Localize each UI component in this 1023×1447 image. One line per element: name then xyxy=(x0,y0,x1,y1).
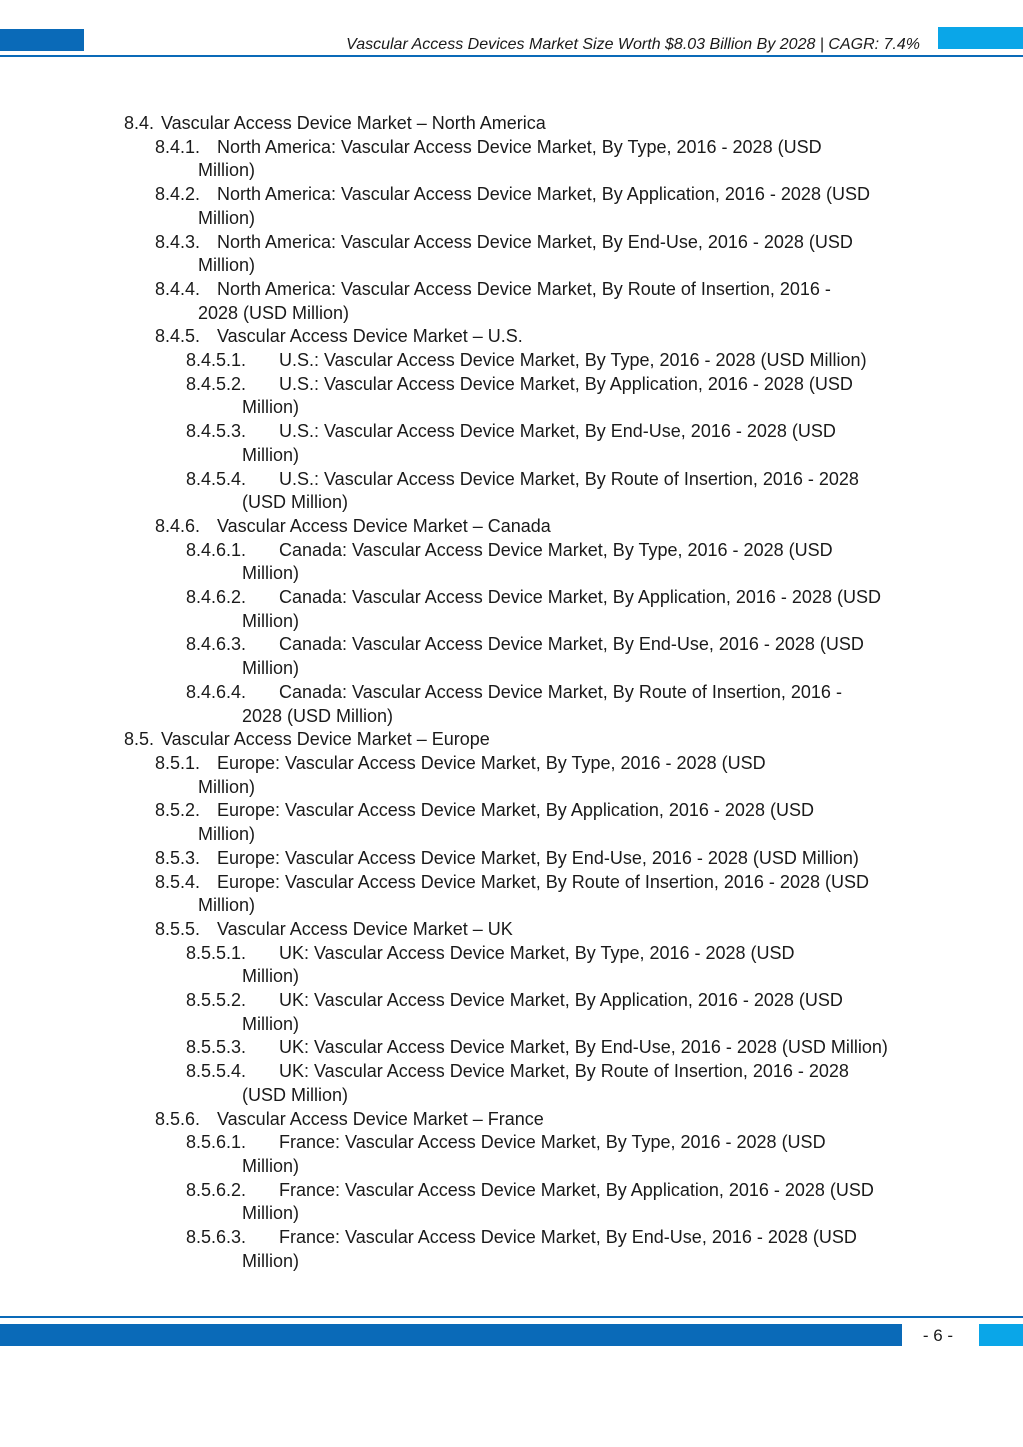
toc-entry-text-continuation: Million) xyxy=(198,160,256,181)
toc-entry-number: 8.5.2. xyxy=(155,800,201,821)
toc-entry-text-block xyxy=(0,633,1023,680)
toc-entry xyxy=(0,183,1023,230)
toc-entry-text-block xyxy=(0,1108,1023,1132)
toc-entry-text: Vascular Access Device Market – Europe xyxy=(161,729,490,750)
toc-entry-number: 8.4.5.2. xyxy=(186,373,247,394)
toc-entry-text-continuation: Million) xyxy=(242,966,300,987)
toc-entry-text: North America: Vascular Access Device Market, By Type, 2016 - 2028 (USD xyxy=(217,136,822,157)
toc-entry-text: Vascular Access Device Market – UK xyxy=(217,918,513,939)
toc-entry xyxy=(0,918,1023,942)
toc-entry-text-continuation: Million) xyxy=(198,895,256,916)
toc-entry xyxy=(0,349,1023,373)
toc-entry-number: 8.4.6.1. xyxy=(186,539,247,560)
toc-entry-number: 8.5.5. xyxy=(155,918,201,939)
toc-entry xyxy=(0,1036,1023,1060)
toc-entry-text-block xyxy=(0,1131,1023,1178)
toc-entry-text-continuation: Million) xyxy=(242,563,300,584)
toc-entry-text: Vascular Access Device Market – Canada xyxy=(217,515,551,536)
toc-entry-text: U.S.: Vascular Access Device Market, By Route of Insertion, 2016 - 2028 xyxy=(279,468,859,489)
toc-entry-text: France: Vascular Access Device Market, By Application, 2016 - 2028 (USD xyxy=(279,1179,874,1200)
toc-entry-text: U.S.: Vascular Access Device Market, By Application, 2016 - 2028 (USD xyxy=(279,373,853,394)
toc-entry-text-continuation: (USD Million) xyxy=(242,1084,349,1105)
toc-entry-text-continuation: (USD Million) xyxy=(242,492,349,513)
toc-entry-text-block xyxy=(0,1036,1023,1060)
toc-entry-text-block xyxy=(0,183,1023,230)
toc-entry-text-block xyxy=(0,918,1023,942)
toc-entry-number: 8.4.5.4. xyxy=(186,468,247,489)
toc-entry-text-block xyxy=(0,942,1023,989)
toc-entry xyxy=(0,871,1023,918)
toc-entry-text-block xyxy=(0,539,1023,586)
toc-entry-number: 8.4.5.1. xyxy=(186,350,247,371)
toc-entry-number: 8.4.5.3. xyxy=(186,421,247,442)
toc-entry-text: Vascular Access Device Market – U.S. xyxy=(217,326,523,347)
toc-entry-text: Canada: Vascular Access Device Market, By Application, 2016 - 2028 (USD xyxy=(279,587,881,608)
header-block-left xyxy=(0,29,84,51)
footer-rule xyxy=(0,1316,1023,1318)
toc-entry xyxy=(0,420,1023,467)
toc-entry-number: 8.5.3. xyxy=(155,847,201,868)
toc-entry-text: North America: Vascular Access Device Market, By Route of Insertion, 2016 - xyxy=(217,278,831,299)
toc-entry-text: Canada: Vascular Access Device Market, By End-Use, 2016 - 2028 (USD xyxy=(279,634,864,655)
toc-entry-text-block xyxy=(0,1179,1023,1226)
footer-block-right xyxy=(979,1324,1023,1346)
toc-entry-number: 8.4.3. xyxy=(155,231,201,252)
toc-entry-text: Europe: Vascular Access Device Market, By Application, 2016 - 2028 (USD xyxy=(217,800,814,821)
toc-entry-text: France: Vascular Access Device Market, By End-Use, 2016 - 2028 (USD xyxy=(279,1227,857,1248)
toc-entry-text-continuation: Million) xyxy=(242,658,300,679)
toc-entry-text-continuation: Million) xyxy=(242,1250,300,1271)
toc-entry-text: Europe: Vascular Access Device Market, By Type, 2016 - 2028 (USD xyxy=(217,752,766,773)
toc-entry-text-block xyxy=(0,420,1023,467)
toc-entry-number: 8.4. xyxy=(124,113,155,133)
toc-entry-number: 8.5.5.4. xyxy=(186,1061,247,1082)
toc-entry-text-block xyxy=(0,681,1023,728)
toc-entry-number: 8.4.5. xyxy=(155,326,201,347)
toc-entry-number: 8.5.5.3. xyxy=(186,1037,247,1058)
toc-entry-text: UK: Vascular Access Device Market, By Route of Insertion, 2016 - 2028 xyxy=(279,1061,849,1082)
toc-entry-text: North America: Vascular Access Device Market, By End-Use, 2016 - 2028 (USD xyxy=(217,231,853,252)
toc-entry-number: 8.5.5.1. xyxy=(186,942,247,963)
toc-entry-text-continuation: Million) xyxy=(242,397,300,418)
toc-entry-number: 8.5.5.2. xyxy=(186,990,247,1011)
toc-entry xyxy=(0,799,1023,846)
toc-entry-text: UK: Vascular Access Device Market, By End-Use, 2016 - 2028 (USD Million) xyxy=(279,1037,888,1058)
toc-entry-text-continuation: Million) xyxy=(198,824,256,845)
toc-entry xyxy=(0,1108,1023,1132)
toc-entry xyxy=(0,1226,1023,1273)
toc-entry xyxy=(0,231,1023,278)
toc-entry xyxy=(0,847,1023,871)
toc-entry-number: 8.5.4. xyxy=(155,871,201,892)
toc-entry-text-block xyxy=(0,373,1023,420)
toc-entry-text: UK: Vascular Access Device Market, By Application, 2016 - 2028 (USD xyxy=(279,990,843,1011)
toc-entry-text-continuation: 2028 (USD Million) xyxy=(242,705,394,726)
toc-entry-number: 8.4.1. xyxy=(155,136,201,157)
toc-entry xyxy=(0,989,1023,1036)
toc-entry xyxy=(0,728,1023,752)
toc-entry-text-continuation: Million) xyxy=(242,610,300,631)
toc-entry-text: France: Vascular Access Device Market, By Type, 2016 - 2028 (USD xyxy=(279,1132,826,1153)
toc-entry-text: Canada: Vascular Access Device Market, By Route of Insertion, 2016 - xyxy=(279,681,842,702)
toc-entry-number: 8.4.6.3. xyxy=(186,634,247,655)
table-of-contents xyxy=(0,112,1023,1273)
toc-entry xyxy=(0,468,1023,515)
toc-entry xyxy=(0,633,1023,680)
toc-entry-text-block xyxy=(0,349,1023,373)
toc-entry xyxy=(0,539,1023,586)
toc-entry xyxy=(0,1179,1023,1226)
toc-entry xyxy=(0,112,1023,136)
toc-entry-text-block xyxy=(0,1226,1023,1273)
toc-entry-text-block xyxy=(0,871,1023,918)
toc-entry-text-block xyxy=(0,586,1023,633)
toc-entry xyxy=(0,136,1023,183)
toc-entry-text-continuation: 2028 (USD Million) xyxy=(198,302,350,323)
toc-entry-text-block xyxy=(0,1060,1023,1107)
toc-entry xyxy=(0,586,1023,633)
toc-entry-text: U.S.: Vascular Access Device Market, By End-Use, 2016 - 2028 (USD xyxy=(279,421,836,442)
toc-entry-text-block xyxy=(0,752,1023,799)
toc-entry xyxy=(0,325,1023,349)
toc-entry-text-block xyxy=(0,799,1023,846)
toc-entry-text-continuation: Million) xyxy=(242,1203,300,1224)
toc-entry-number: 8.5. xyxy=(124,729,155,750)
toc-entry-text-block xyxy=(0,515,1023,539)
header-rule xyxy=(0,55,1023,57)
toc-entry-text: UK: Vascular Access Device Market, By Type, 2016 - 2028 (USD xyxy=(279,942,795,963)
toc-entry xyxy=(0,515,1023,539)
toc-entry xyxy=(0,942,1023,989)
toc-entry-text: North America: Vascular Access Device Market, By Application, 2016 - 2028 (USD xyxy=(217,184,870,205)
toc-entry-text-continuation: Million) xyxy=(198,776,256,797)
toc-entry-text-block xyxy=(0,231,1023,278)
toc-entry-text-continuation: Million) xyxy=(242,1013,300,1034)
toc-entry-text-continuation: Million) xyxy=(198,255,256,276)
toc-entry-text-block xyxy=(0,136,1023,183)
toc-entry-number: 8.5.6.1. xyxy=(186,1132,247,1153)
toc-entry-number: 8.5.1. xyxy=(155,752,201,773)
toc-entry-number: 8.4.2. xyxy=(155,184,201,205)
toc-entry-text-block xyxy=(0,468,1023,515)
toc-entry-text-block xyxy=(0,325,1023,349)
toc-entry-text: Vascular Access Device Market – France xyxy=(217,1108,544,1129)
toc-entry-text: Europe: Vascular Access Device Market, By Route of Insertion, 2016 - 2028 (USD xyxy=(217,871,869,892)
toc-entry-text-continuation: Million) xyxy=(242,1155,300,1176)
toc-entry-number: 8.5.6.2. xyxy=(186,1179,247,1200)
footer-bar xyxy=(0,1324,902,1346)
toc-entry-text: Canada: Vascular Access Device Market, By Type, 2016 - 2028 (USD xyxy=(279,539,833,560)
toc-entry xyxy=(0,681,1023,728)
toc-entry-number: 8.5.6. xyxy=(155,1108,201,1129)
toc-entry-number: 8.4.6. xyxy=(155,515,201,536)
toc-entry-text-continuation: Million) xyxy=(242,444,300,465)
toc-entry-text: U.S.: Vascular Access Device Market, By Type, 2016 - 2028 (USD Million) xyxy=(279,350,867,371)
toc-entry-number: 8.4.6.2. xyxy=(186,587,247,608)
toc-entry-text: Europe: Vascular Access Device Market, By End-Use, 2016 - 2028 (USD Million) xyxy=(217,847,859,868)
toc-entry-number: 8.4.6.4. xyxy=(186,681,247,702)
toc-entry-text-continuation: Million) xyxy=(198,207,256,228)
toc-entry-text: Vascular Access Device Market – North America xyxy=(161,113,546,133)
toc-entry-text-block xyxy=(0,278,1023,325)
toc-entry xyxy=(0,373,1023,420)
toc-entry-number: 8.5.6.3. xyxy=(186,1227,247,1248)
toc-entry-number: 8.4.4. xyxy=(155,278,201,299)
toc-entry xyxy=(0,1131,1023,1178)
header-title: Vascular Access Devices Market Size Worth $8.03 Billion By 2028 | CAGR: 7.4% xyxy=(346,36,920,53)
header-block-right xyxy=(938,27,1023,49)
toc-entry-text-block xyxy=(0,989,1023,1036)
page-number: - 6 - xyxy=(922,1326,954,1345)
toc-entry-text-block xyxy=(0,847,1023,871)
toc-entry xyxy=(0,752,1023,799)
toc-entry xyxy=(0,278,1023,325)
toc-entry xyxy=(0,1060,1023,1107)
